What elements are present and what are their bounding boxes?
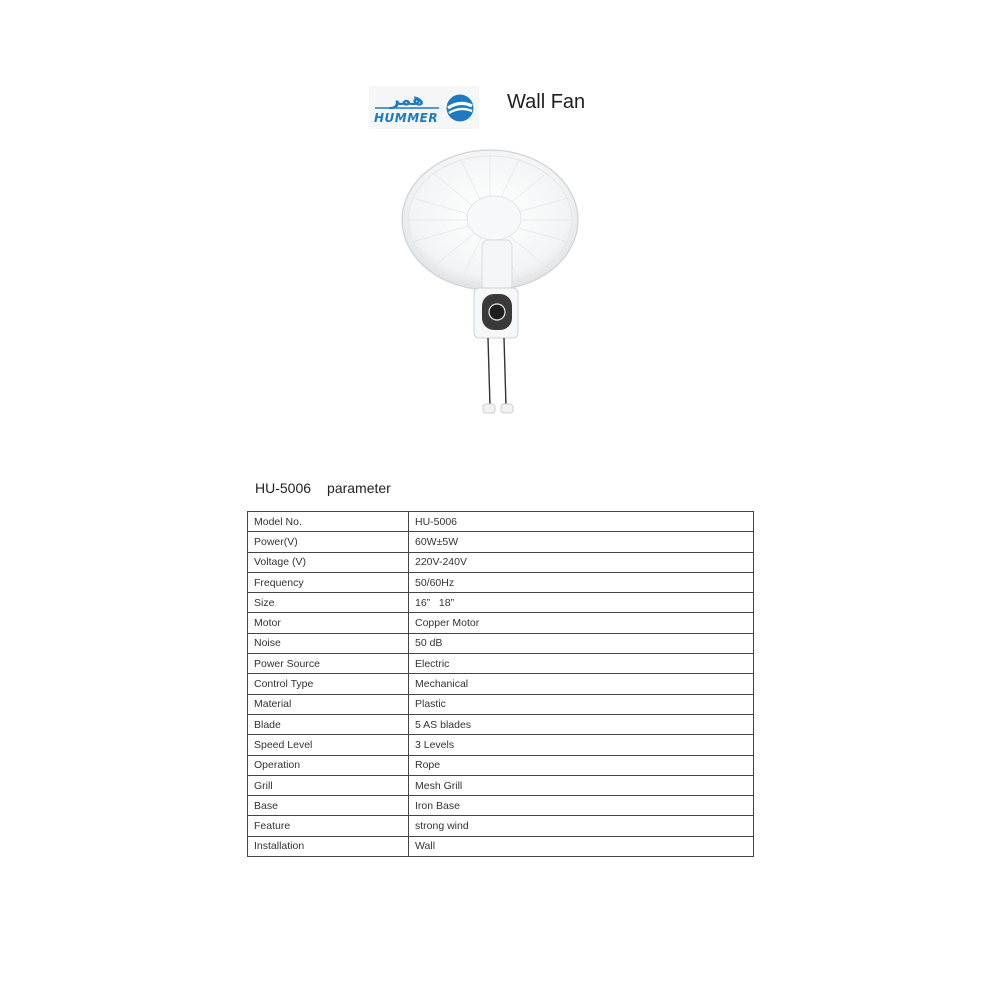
- table-row: [248, 836, 754, 856]
- spec-value: Plastic: [409, 694, 754, 714]
- logo-latin-text: HUMMER: [374, 111, 439, 125]
- table-row: [248, 796, 754, 816]
- spec-value: 50/60Hz: [409, 572, 754, 592]
- spec-label: Installation: [248, 836, 409, 856]
- product-title: Wall Fan: [507, 91, 586, 113]
- table-row: [248, 613, 754, 633]
- table-row: [248, 552, 754, 572]
- spec-label: Speed Level: [248, 735, 409, 755]
- table-row: [248, 674, 754, 694]
- table-row: [248, 593, 754, 613]
- spec-label: Operation: [248, 755, 409, 775]
- table-row: [248, 816, 754, 836]
- spec-value: 60W±5W: [409, 532, 754, 552]
- spec-value: Mesh Grill: [409, 775, 754, 795]
- wall-fan-image: [398, 148, 586, 418]
- spec-value: HU-5006: [409, 512, 754, 532]
- spec-value: Rope: [409, 755, 754, 775]
- spec-label: Blade: [248, 714, 409, 734]
- spec-value: Iron Base: [409, 796, 754, 816]
- logo-emblem-icon: [446, 94, 474, 122]
- spec-label: Model No.: [248, 512, 409, 532]
- parameter-model: HU-5006: [255, 480, 312, 496]
- parameter-heading-label: parameter: [327, 480, 391, 496]
- spec-value: 50 dB: [409, 633, 754, 653]
- spec-table: [247, 511, 754, 857]
- table-row: [248, 532, 754, 552]
- table-row: [248, 694, 754, 714]
- spec-label: Noise: [248, 633, 409, 653]
- table-row: [248, 755, 754, 775]
- table-row: [248, 775, 754, 795]
- table-row: [248, 633, 754, 653]
- spec-label: Feature: [248, 816, 409, 836]
- table-row: [248, 714, 754, 734]
- spec-label: Voltage (V): [248, 552, 409, 572]
- spec-label: Size: [248, 593, 409, 613]
- spec-label: Base: [248, 796, 409, 816]
- spec-label: Material: [248, 694, 409, 714]
- spec-value: Copper Motor: [409, 613, 754, 633]
- parameter-heading: [255, 480, 391, 496]
- spec-value: Wall: [409, 836, 754, 856]
- spec-value: 220V-240V: [409, 552, 754, 572]
- spec-label: Frequency: [248, 572, 409, 592]
- spec-value: 5 AS blades: [409, 714, 754, 734]
- spec-label: Motor: [248, 613, 409, 633]
- table-row: [248, 735, 754, 755]
- spec-value: 3 Levels: [409, 735, 754, 755]
- table-row: [248, 572, 754, 592]
- spec-label: Power Source: [248, 654, 409, 674]
- spec-label: Power(V): [248, 532, 409, 552]
- logo-arabic-text: همر: [390, 90, 424, 110]
- spec-value: Electric: [409, 654, 754, 674]
- table-row: [248, 654, 754, 674]
- brand-logo: [369, 86, 479, 129]
- spec-label: Grill: [248, 775, 409, 795]
- spec-value: Mechanical: [409, 674, 754, 694]
- spec-label: Control Type: [248, 674, 409, 694]
- spec-value: 16” 18”: [409, 593, 754, 613]
- spec-value: strong wind: [409, 816, 754, 836]
- table-row: [248, 512, 754, 532]
